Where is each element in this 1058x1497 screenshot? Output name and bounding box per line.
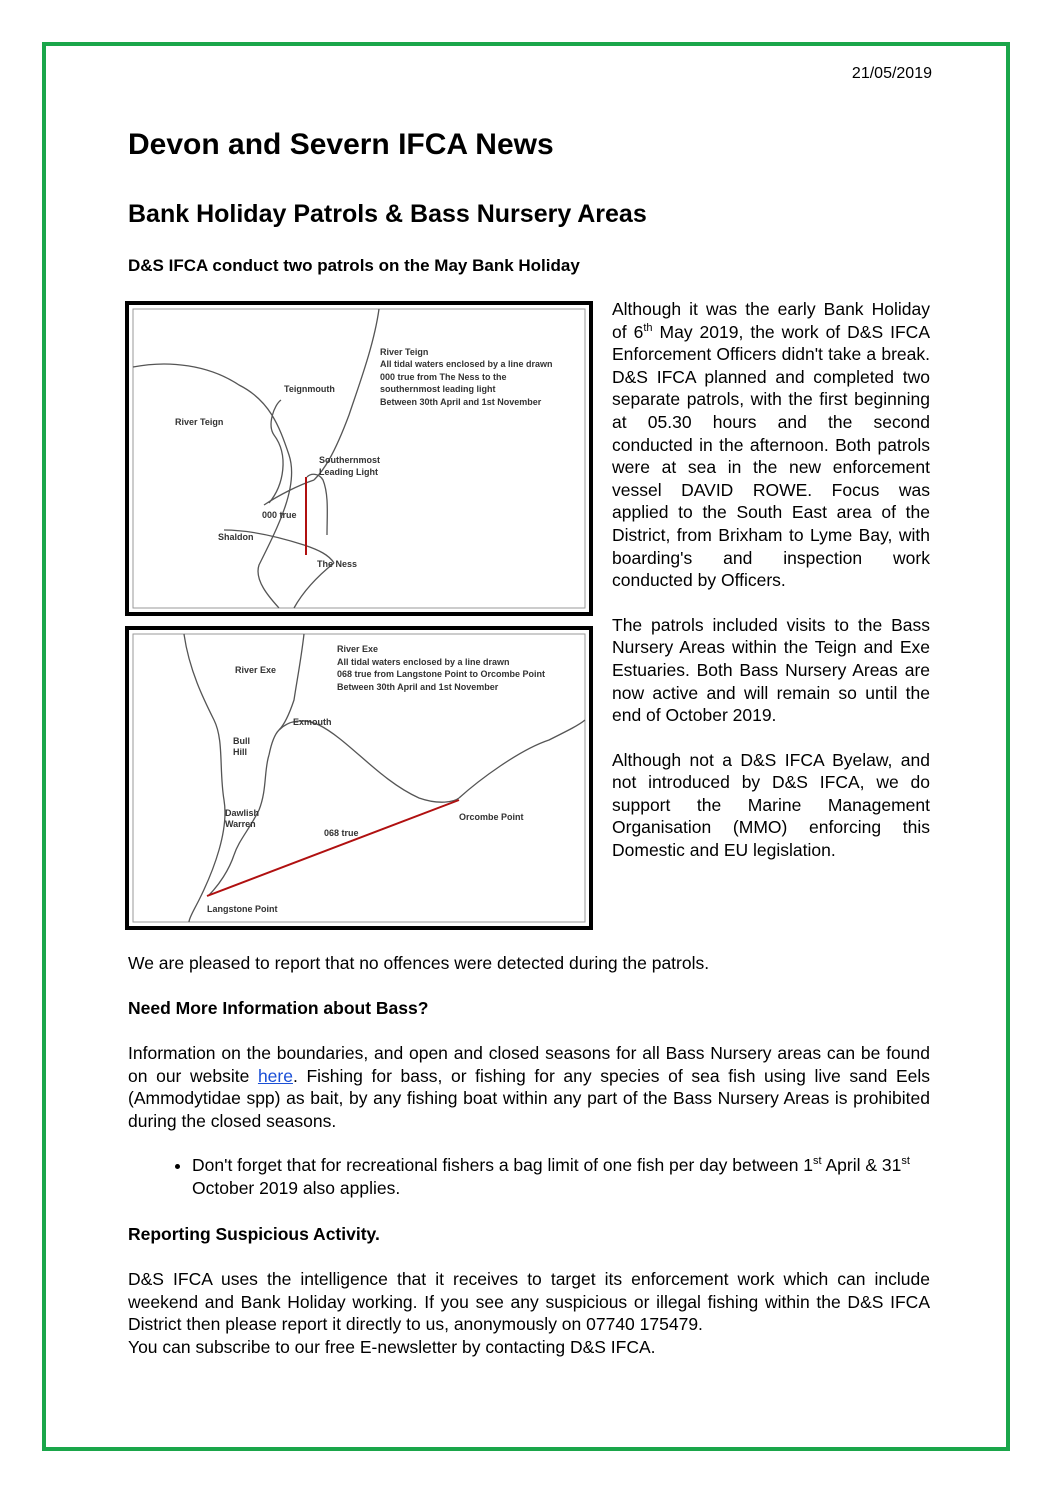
map-label-bearing: 000 true <box>262 510 297 520</box>
info-paragraph: Information on the boundaries, and open and closed seasons for all Bass Nursery areas can be found on our website here. Fishing for bass, or fishing for any species of sea fish using live sand Eels (Ammodytidae spp) as bait, by any fishing boat within any part of the Bass Nursery Areas is prohibited during the closed seasons. <box>128 1043 930 1131</box>
map-note-line: River Exe <box>337 644 379 654</box>
article-paragraph: The patrols included visits to the Bass Nursery Areas within the Teign and Exe Estuaries. Both Bass Nursery Areas are now active and will remain so until the end of October 2019. <box>612 614 930 726</box>
map-note-line: Between 30th April and 1st November <box>380 397 542 407</box>
map-label-dawlish: Dawlish <box>225 808 260 818</box>
map-note-line: southernmost leading light <box>380 384 496 394</box>
article-paragraph: Although not a D&S IFCA Byelaw, and not introduced by D&S IFCA, we do support the Marine Management Organisation (MMO) enforcing this Domestic and EU legislation. <box>612 749 930 861</box>
map-label-river: River Teign <box>175 417 224 427</box>
map-label-bull-hill: Hill <box>233 747 248 757</box>
bullet-list <box>128 1154 930 1199</box>
article-paragraph: Although it was the early Bank Holiday of 6th May 2019, the work of D&S IFCA Enforcement Officers didn't take a break. D&S IFCA planned and completed two separate patrols, with the first beginning at 05.30 hours and the second conducted in the afternoon. Both patrols were at sea in the new enforcement vessel DAVID ROWE. Focus was applied to the South East area of the District, from Brixham to Lyme Bay, with boarding's and inspection work conducted by Officers. <box>612 299 930 591</box>
website-link[interactable]: here <box>257 1065 293 1086</box>
map-label-orcombe: Orcombe Point <box>459 812 524 822</box>
river-exe-map-drawing <box>129 630 589 926</box>
map-note-line: All tidal waters enclosed by a line drawn <box>380 359 553 369</box>
subscribe-text: You can subscribe to our free E-newsletter by contacting D&S IFCA. <box>128 1337 656 1357</box>
no-offences-text: We are pleased to report that no offences were detected during the patrols. <box>128 953 710 973</box>
map-label-river: River Exe <box>235 665 277 675</box>
map-label-light: Southernmost <box>319 455 381 465</box>
map-note-line: Between 30th April and 1st November <box>337 682 499 692</box>
river-exe-map <box>125 626 593 930</box>
map-label-dawlish: Warren <box>225 819 256 829</box>
map-label-bearing: 068 true <box>324 828 359 838</box>
map-label-light: Leading Light <box>319 467 378 477</box>
map-note-line: 068 true from Langstone Point to Orcombe Point <box>337 669 546 679</box>
report-heading: Reporting Suspicious Activity. <box>128 1224 380 1244</box>
page-title: Devon and Severn IFCA News <box>128 128 554 161</box>
list-item: • Don't forget that for recreational fishers a bag limit of one fish per day between 1st April & 31st October 2019 also applies. <box>192 1154 930 1199</box>
map-note-line: 000 true from The Ness to the <box>380 372 507 382</box>
river-teign-map <box>125 301 593 616</box>
article-lead: D&S IFCA conduct two patrols on the May Bank Holiday <box>128 256 580 275</box>
map-label-shaldon: Shaldon <box>218 532 254 542</box>
map-label-exmouth: Exmouth <box>293 717 332 727</box>
report-paragraph: D&S IFCA uses the intelligence that it receives to target its enforcement work which can include weekend and Bank Holiday working. If you see any suspicious or illegal fishing within the D&S IFCA District then please report it directly to us, anonymously on 07740 175479. <box>128 1269 930 1335</box>
article-column <box>612 298 930 884</box>
map-label-bull-hill: Bull <box>233 736 250 746</box>
map-note-line: All tidal waters enclosed by a line drawn <box>337 657 510 667</box>
map-label-langstone: Langstone Point <box>207 904 278 914</box>
publish-date: 21/05/2019 <box>851 65 932 82</box>
map-note-line: River Teign <box>380 347 429 357</box>
map-label-ness: The Ness <box>317 559 358 569</box>
river-teign-map-drawing <box>129 305 589 612</box>
map-label-teignmouth: Teignmouth <box>284 384 335 394</box>
article-title: Bank Holiday Patrols & Bass Nursery Areas <box>128 200 647 228</box>
info-heading: Need More Information about Bass? <box>128 998 429 1018</box>
